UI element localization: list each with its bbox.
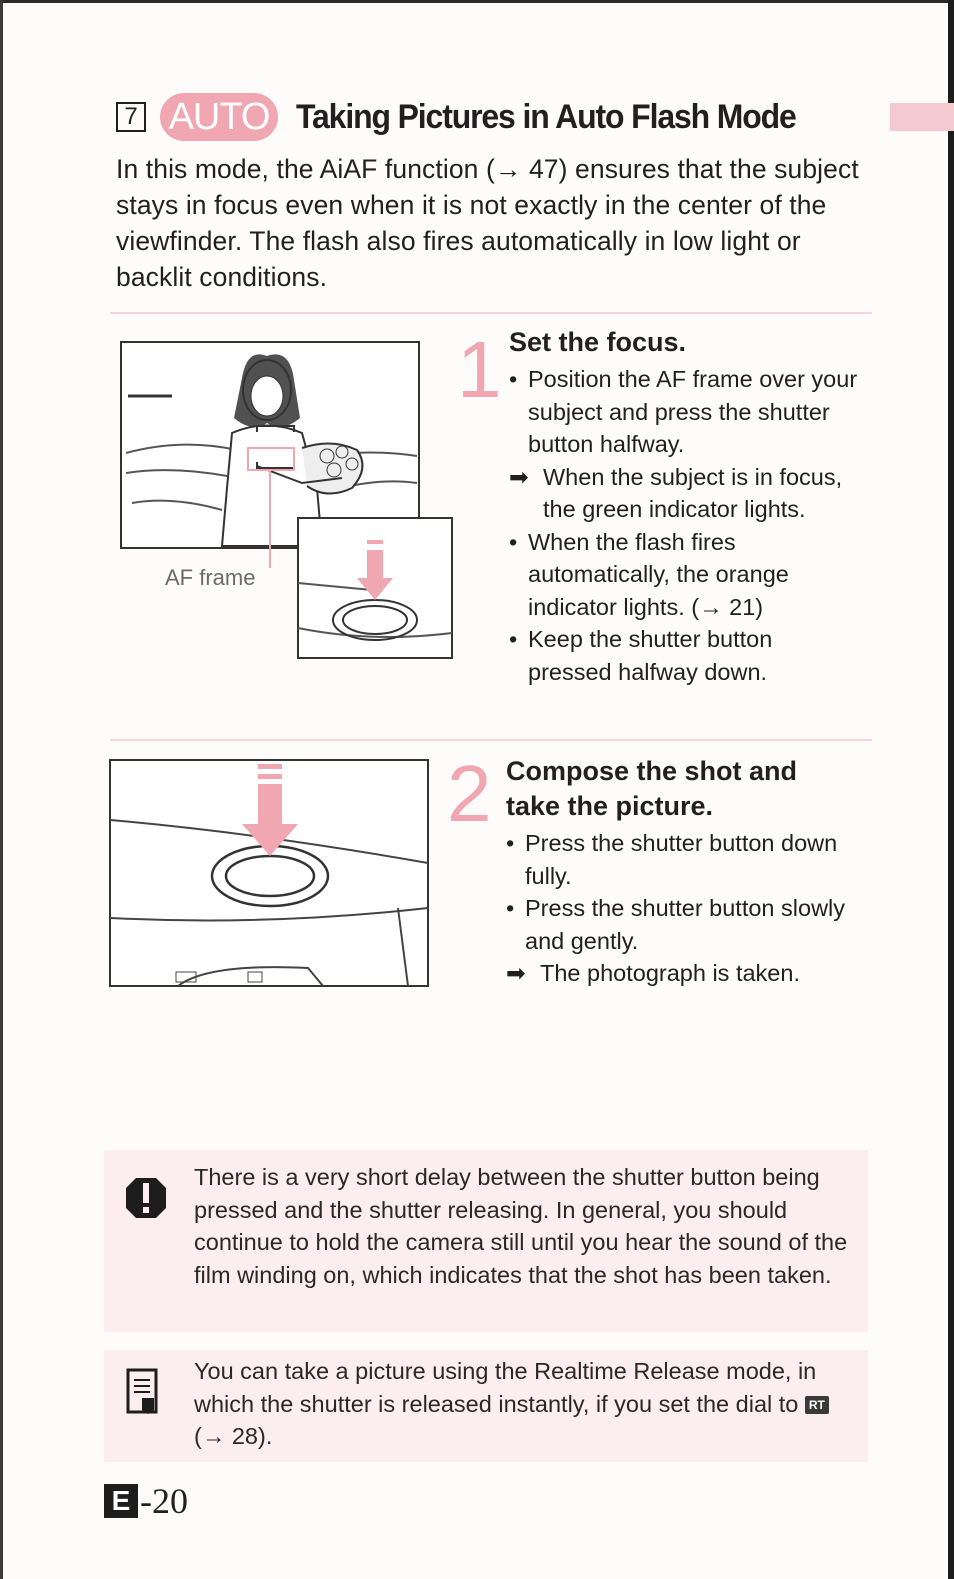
page-left-edge xyxy=(0,0,3,1579)
step-2-item: • Press the shutter button down fully. xyxy=(506,830,838,889)
step-1-number: 1 xyxy=(457,325,502,414)
caution-icon xyxy=(122,1174,170,1222)
caution-note xyxy=(104,1150,868,1332)
rt-dial-icon: RT xyxy=(805,1396,829,1414)
memo-note xyxy=(104,1350,868,1462)
divider xyxy=(110,312,872,314)
step-2-title: Compose the shot and take the picture. xyxy=(506,756,798,821)
language-marker: E xyxy=(104,1484,138,1518)
caution-text: There is a very short delay between the shutter button being pressed and the shutter releasing. In general, you should continue to hold the camera still until you hear the sound of the film winding on, which indicates that the shot has been taken. xyxy=(194,1164,848,1288)
step-2-item: ➡ The photograph is taken. xyxy=(506,960,800,986)
intro-paragraph: In this mode, the AiAF function (→ 47) ensures that the subject stays in focus even when it is not exactly in the center of the viewfinder. The flash also fires automatically in low light or backlit conditions. xyxy=(116,154,859,292)
page-title: Taking Pictures in Auto Flash Mode xyxy=(296,97,796,136)
section-header xyxy=(116,92,828,142)
page-top-edge xyxy=(0,0,954,3)
step-1-item: ➡ When the subject is in focus, the green indicator lights. xyxy=(509,463,843,522)
step-1-instructions xyxy=(509,325,859,688)
chapter-tab-marker xyxy=(890,103,954,131)
memo-text: You can take a picture using the Realtime Release mode, in which the shutter is released instantly, if you set the dial to RT (→ 28). xyxy=(194,1355,860,1453)
step-1-item: • Position the AF frame over your subject and press the shutter button halfway. xyxy=(509,366,858,457)
page-right-edge xyxy=(948,0,954,1579)
viewfinder-illustration xyxy=(112,338,460,668)
section-number: 7 xyxy=(116,102,146,132)
step-2-instructions xyxy=(506,754,856,990)
memo-icon xyxy=(126,1368,160,1416)
af-frame-label: AF frame xyxy=(165,565,259,591)
step-2-number: 2 xyxy=(447,749,492,838)
step-1-title: Set the focus. xyxy=(509,327,687,357)
auto-mode-badge: AUTO xyxy=(160,93,278,141)
divider xyxy=(110,739,872,741)
step-1-item: • Keep the shutter button pressed halfway down. xyxy=(509,626,773,685)
page-number: E -20 xyxy=(104,1480,188,1522)
step-2-item: • Press the shutter button slowly and gently. xyxy=(506,895,846,954)
shutter-button-illustration xyxy=(108,758,432,990)
step-1-item: • When the flash fires automatically, the orange indicator lights. (→ 21) xyxy=(509,528,789,620)
